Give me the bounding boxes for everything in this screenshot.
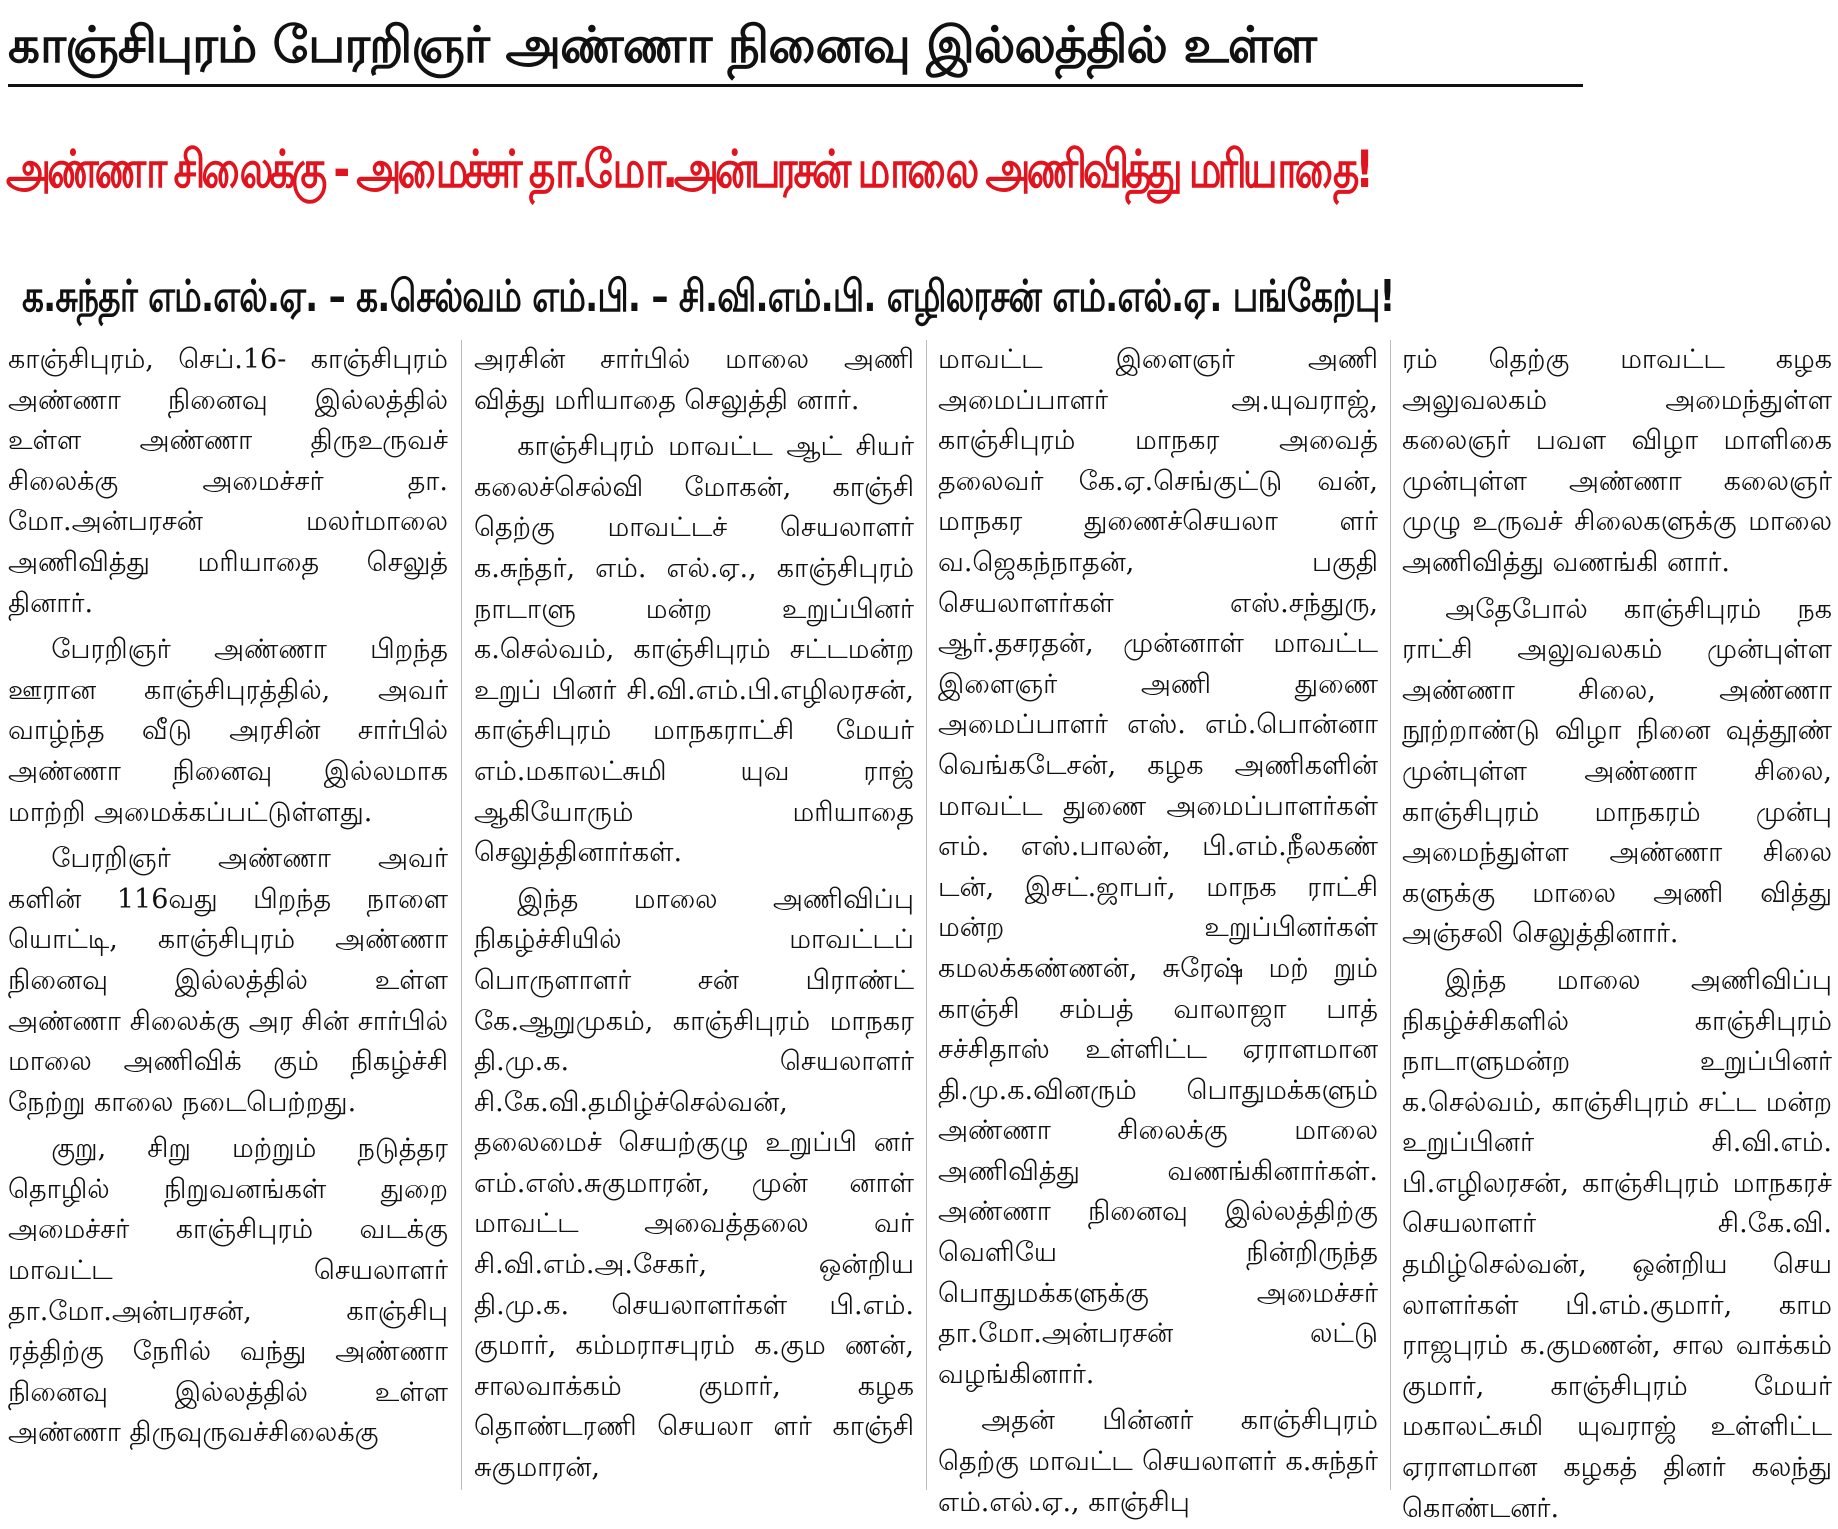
article-column-1 (8, 340, 448, 1490)
kicker-underline (8, 84, 1583, 87)
article-paragraph: மாவட்ட இளைஞர் அணி அமைப்பாளர் அ.யுவராஜ், காஞ்சிபுரம் மாநகர அவைத் தலைவர் கே.ஏ.செங்குட்டு வன், மாநகர துணைச்செயலா ளர் வ.ஜெகந்நாதன், பகுதி செயலாளர்கள் எஸ்.சந்துரு, ஆர்.தசரதன், முன்னாள் மாவட்ட இளைஞர் அணி துணை அமைப்பாளர் எஸ். எம்.பொன்னா வெங்கடேசன், கழக அணிகளின் மாவட்ட துணை அமைப்பாளர்கள் எம். எஸ்.பாலன், பி.எம்.நீலகண் டன், இசட்.ஜாபர், மாநக ராட்சி மன்ற உறுப்பினர்கள் கமலக்கண்ணன், சுரேஷ் மற் றும் காஞ்சி சம்பத் வாலாஜா பாத் சச்சிதாஸ் உள்ளிட்ட ஏராளமான தி.மு.க.வினரும் பொதுமக்களும் அண்ணா சிலைக்கு மாலை அணிவித்து வணங்கினார்கள். அண்ணா நினைவு இல்லத்திற்கு வெளியே நின்றிருந்த பொதுமக்களுக்கு அமைச்சர் தா.மோ.அன்பரசன் லட்டு வழங்கினார். (938, 344, 1378, 1390)
article-paragraph: அதன் பின்னர் காஞ்சிபுரம் தெற்கு மாவட்ட செயலாளர் க.சுந்தர் எம்.எல்.ஏ., காஞ்சிபு (938, 1405, 1378, 1518)
article-column-4 (1402, 340, 1832, 1524)
article-paragraph: குறு, சிறு மற்றும் நடுத்தர தொழில் நிறுவனங்கள் துறை அமைச்சர் காஞ்சிபுரம் வடக்கு மாவட்ட செயலாளர் தா.மோ.அன்பரசன், காஞ்சிபு ரத்திற்கு நேரில் வந்து அண்ணா நினைவு இல்லத்தில் உள்ள அண்ணா திருவுருவச்சிலைக்கு (8, 1133, 448, 1449)
article-paragraph: அரசின் சார்பில் மாலை அணி வித்து மரியாதை செலுத்தி னார். (474, 344, 914, 416)
article-paragraph: பேரறிஞர் அண்ணா அவர் களின் 116வது பிறந்த நாளை யொட்டி, காஞ்சிபுரம் அண்ணா நினைவு இல்லத்தில் உள்ள அண்ணா சிலைக்கு அர சின் சார்பில் மாலை அணிவிக் கும் நிகழ்ச்சி நேற்று காலை நடைபெற்றது. (8, 843, 448, 1118)
article-column-2 (474, 340, 914, 1490)
article-paragraph: காஞ்சிபுரம், செப்.16- காஞ்சிபுரம் அண்ணா நினைவு இல்லத்தில் உள்ள அண்ணா திருஉருவச் சிலைக்கு அமைச்சர் தா. மோ.அன்பரசன் மலர்மாலை அணிவித்து மரியாதை செலுத் தினார். (8, 344, 448, 619)
article-paragraph: அதேபோல் காஞ்சிபுரம் நக ராட்சி அலுவலகம் முன்புள்ள அண்ணா சிலை, அண்ணா நூற்றாண்டு விழா நினை வுத்தூண் முன்புள்ள அண்ணா சிலை, காஞ்சிபுரம் மாநகரம் முன்பு அமைந்துள்ள அண்ணா சிலை களுக்கு மாலை அணி வித்து அஞ்சலி செலுத்தினார். (1402, 593, 1832, 950)
kicker-headline: காஞ்சிபுரம் பேரறிஞர் அண்ணா நினைவு இல்லத்தில் உள்ள (8, 16, 1316, 74)
sub-headline: க.சுந்தர் எம்.எல்.ஏ. – க.செல்வம் எம்.பி. – சி.வி.எம்.பி. எழிலரசன் எம்.எல்.ஏ. பங்கேற்பு! (22, 271, 1395, 322)
column-divider (926, 340, 927, 1490)
article-paragraph: ரம் தெற்கு மாவட்ட கழக அலுவலகம் அமைந்துள்ள கலைஞர் பவள விழா மாளிகை முன்புள்ள அண்ணா கலைஞர் முழு உருவச் சிலைகளுக்கு மாலை அணிவித்து வணங்கி னார். (1402, 344, 1832, 578)
article-paragraph: இந்த மாலை அணிவிப்பு நிகழ்ச்சிகளில் காஞ்சிபுரம் நாடாளுமன்ற உறுப்பினர் க.செல்வம், காஞ்சிபுரம் சட்ட மன்ற உறுப்பினர் சி.வி.எம். பி.எழிலரசன், காஞ்சிபுரம் மாநகரச் செயலாளர் சி.கே.வி. தமிழ்செல்வன், ஒன்றிய செய லாளர்கள் பி.எம்.குமார், காம ராஜபுரம் க.குமணன், சால வாக்கம் குமார், காஞ்சிபுரம் மேயர் மகாலட்சுமி யுவராஜ் உள்ளிட்ட ஏராளமான கழகத் தினர் கலந்து கொண்டனர். (1402, 964, 1832, 1524)
article-paragraph: பேரறிஞர் அண்ணா பிறந்த ஊரான காஞ்சிபுரத்தில், அவர் வாழ்ந்த வீடு அரசின் சார்பில் அண்ணா நினைவு இல்லமாக மாற்றி அமைக்கப்பட்டுள்ளது. (8, 634, 448, 828)
article-paragraph: இந்த மாலை அணிவிப்பு நிகழ்ச்சியில் மாவட்டப் பொருளாளர் சன் பிராண்ட் கே.ஆறுமுகம், காஞ்சிபுரம் மாநகர தி.மு.க. செயலாளர் சி.கே.வி.தமிழ்ச்செல்வன், தலைமைச் செயற்குழு உறுப்பி னர் எம்.எஸ்.சுகுமாரன், முன் னாள் மாவட்ட அவைத்தலை வர் சி.வி.எம்.அ.சேகர், ஒன்றிய தி.மு.க. செயலாளர்கள் பி.எம். குமார், கம்மராசபுரம் க.கும ணன், சாலவாக்கம் குமார், கழக தொண்டரணி செயலா ளர் காஞ்சி சுகுமாரன், (474, 883, 914, 1484)
article-column-3 (938, 340, 1378, 1518)
column-divider (1390, 340, 1391, 1490)
main-headline: அண்ணா சிலைக்கு - அமைச்சர் தா.மோ.அன்பரசன் மாலை அணிவித்து மரியாதை! (6, 140, 1370, 200)
column-divider (461, 340, 462, 1490)
article-paragraph: காஞ்சிபுரம் மாவட்ட ஆட் சியர் கலைச்செல்வி மோகன், காஞ்சி தெற்கு மாவட்டச் செயலாளர் க.சுந்தர், எம். எல்.ஏ., காஞ்சிபுரம் நாடாளு மன்ற உறுப்பினர் க.செல்வம், காஞ்சிபுரம் சட்டமன்ற உறுப் பினர் சி.வி.எம்.பி.எழிலரசன், காஞ்சிபுரம் மாநகராட்சி மேயர் எம்.மகாலட்சுமி யுவ ராஜ் ஆகியோரும் மரியாதை செலுத்தினார்கள். (474, 431, 914, 869)
